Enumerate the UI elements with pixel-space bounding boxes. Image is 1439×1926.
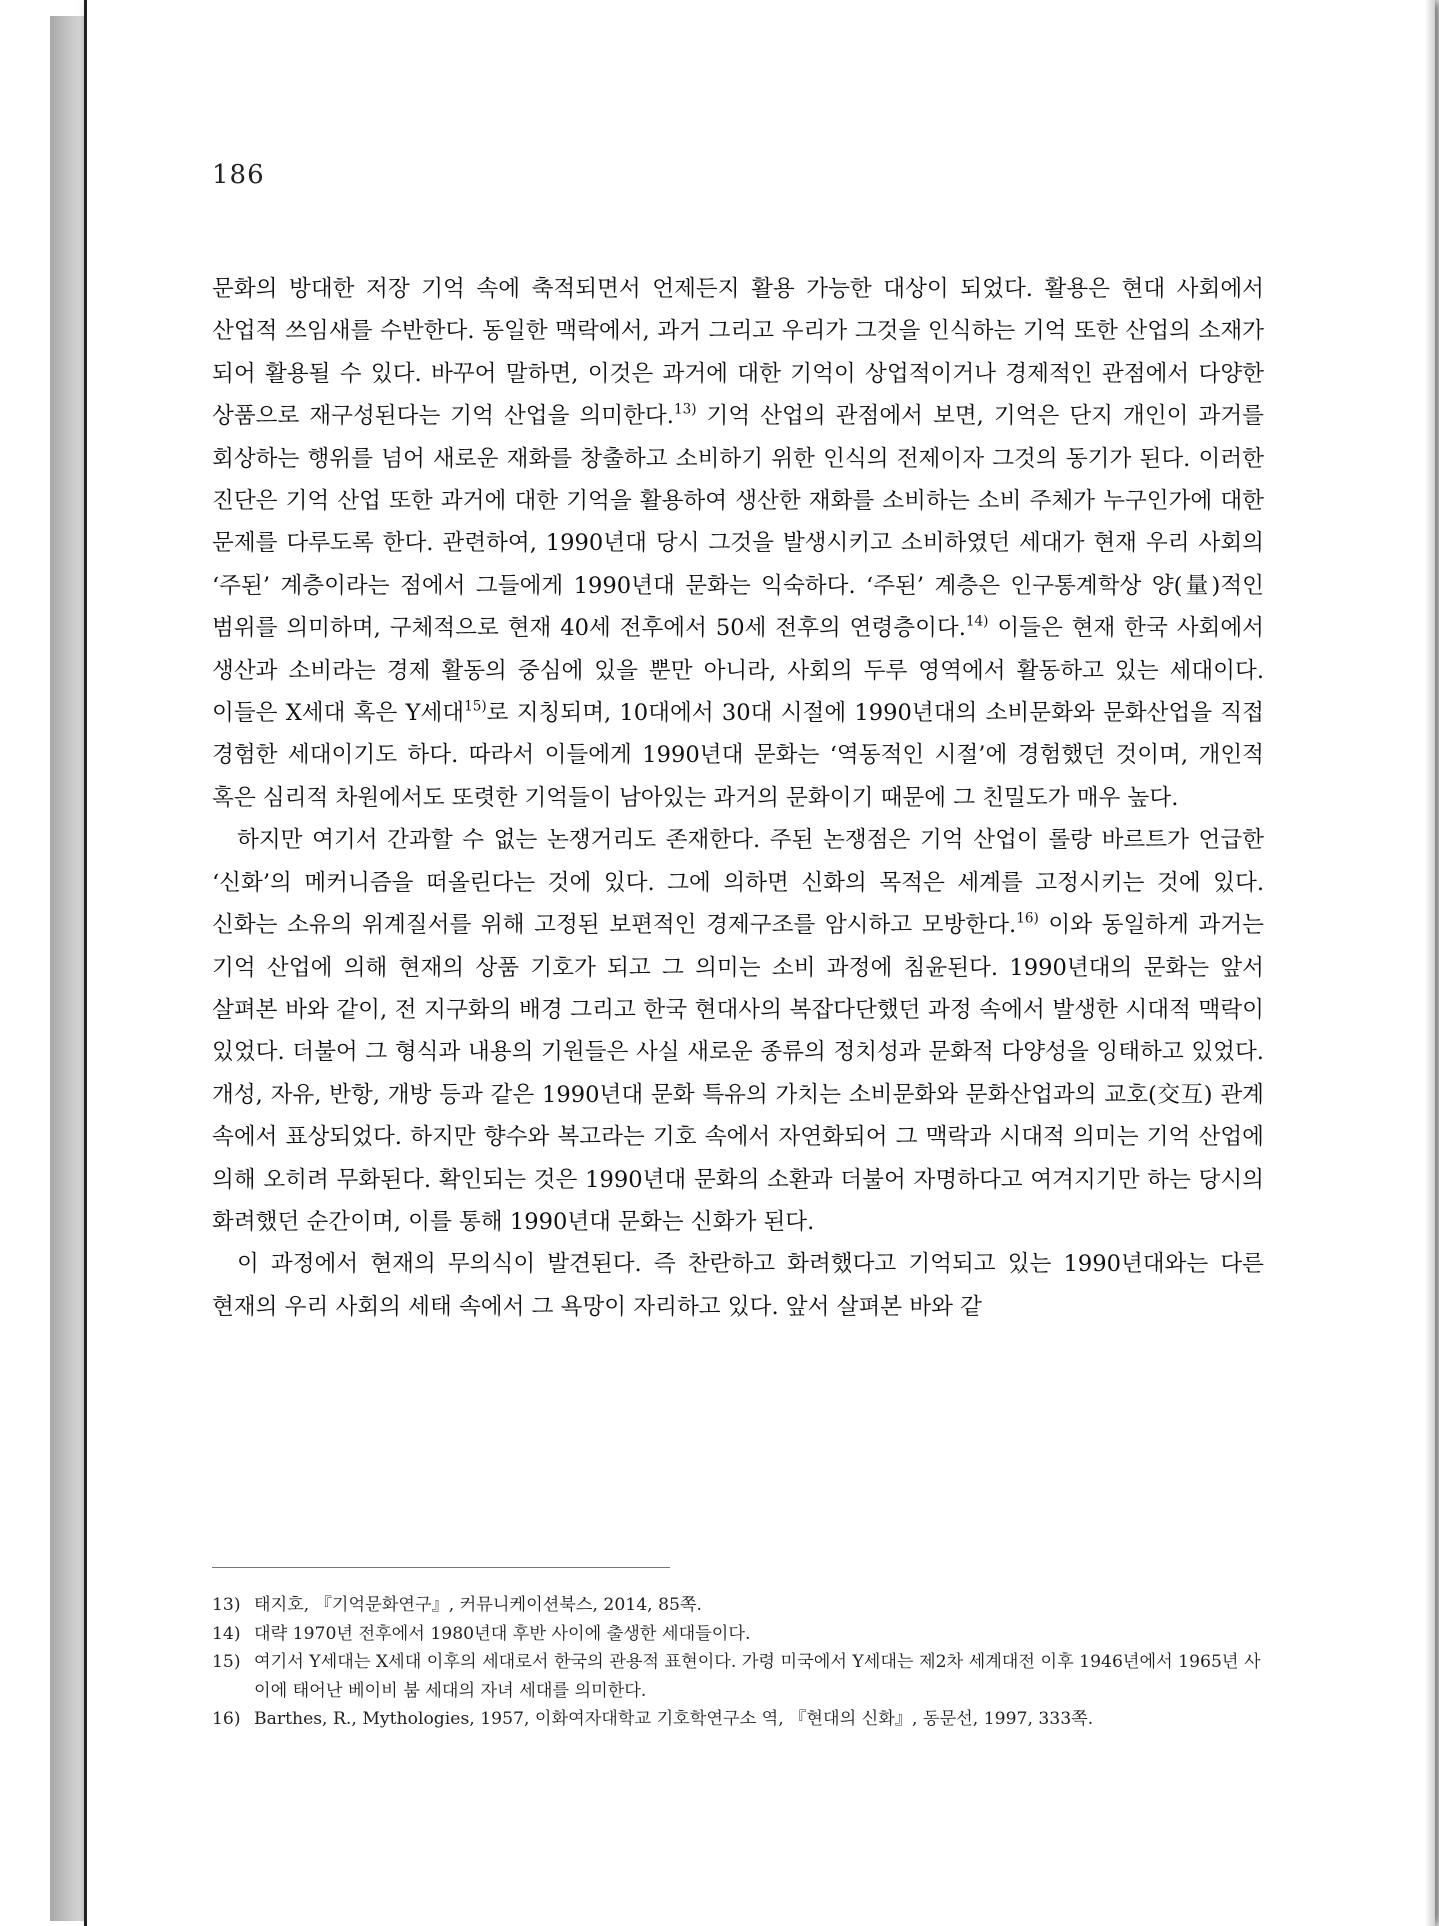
paragraph-3 (212, 1243, 1264, 1328)
footnote-number: 13) (212, 1595, 241, 1615)
footnote-16 (212, 1705, 1264, 1734)
footnote-ref-14: 14) (965, 613, 989, 630)
footnote-text: 여기서 Y세대는 X세대 이후의 세대로서 한국의 관용적 표현이다. 가령 미국에서 Y세대는 제2차 세계대전 이후 1946년에서 1965년 사이에 태어난 베이비 붐 세대의 자녀 세대를 의미한다. (254, 1652, 1261, 1701)
footnote-divider (212, 1567, 670, 1568)
footnote-text: 태지호, 『기억문화연구』, 커뮤니케이션북스, 2014, 85쪽. (254, 1595, 703, 1615)
footnote-number: 14) (212, 1623, 241, 1644)
footnote-ref-16: 16) (1016, 910, 1039, 927)
footnote-13 (212, 1591, 1264, 1620)
footnote-ref-13: 13) (673, 401, 697, 418)
paragraph-text: 이 과정에서 현재의 무의식이 발견된다. 즉 찬란하고 화려했다고 기억되고 있는 1990년대와는 다른 현재의 우리 사회의 세태 속에서 그 욕망이 자리하고 있다. 앞서 살펴본 바와 같 (212, 1251, 1264, 1320)
footnote-text: Barthes, R., Mythologies, 1957, 이화여자대학교 기호학연구소 역, 『현대의 신화』, 동문선, 1997, 333쪽. (254, 1709, 1094, 1729)
paragraph-text: 이들은 현재 한국 사회에서 생산과 소비라는 경제 활동의 중심에 있을 뿐만 아니라, 사회의 두루 영역에서 활동하고 있는 세대이다. 이들은 X세대 혹은 Y세대 (212, 615, 1265, 727)
paragraph-text: 하지만 여기서 간과할 수 없는 논쟁거리도 존재한다. 주된 논쟁점은 기억 산업이 롤랑 바르트가 언급한 ‘신화’의 메커니즘을 떠올린다는 것에 있다. 그에 의하면 신화의 목적은 세계를 고정시키는 것에 있다. 신화는 소유의 위계질서를 위해 고정된 보편적인 경제구조를 암시하고 모방한다. (212, 827, 1264, 939)
paragraph-text: 로 지칭되며, 10대에서 30대 시절에 1990년대의 소비문화와 문화산업을 직접 경험한 세대이기도 하다. 따라서 이들에게 1990년대 문화는 ‘역동적인 시절’에 경험했던 것이며, 개인적 혹은 심리적 차원에서도 또렷한 기억들이 남아있는 과거의 문화이기 때문에 그 친밀도가 매우 높다. (212, 700, 1264, 811)
page-number: 186 (212, 160, 265, 190)
footnote-15 (212, 1648, 1264, 1705)
footnote-14 (212, 1620, 1264, 1649)
body-text (212, 268, 1264, 1328)
footnote-text: 대략 1970년 전후에서 1980년대 후반 사이에 출생한 세대들이다. (254, 1623, 751, 1644)
paragraph-text: 문화의 방대한 저장 기억 속에 축적되면서 언제든지 활용 가능한 대상이 되었다. 활용은 현대 사회에서 산업적 쓰임새를 수반한다. 동일한 맥락에서, 과거 그리고 우리가 그것을 인식하는 기억 또한 산업의 소재가 되어 활용될 수 있다. 바꾸어 말하면, 이것은 과거에 대한 기억이 상업적이거나 경제적인 관점에서 다양한 상품으로 재구성된다는 기억 산업을 의미한다. (212, 276, 1264, 430)
paragraph-1 (212, 268, 1264, 819)
footnote-number: 15) (212, 1652, 241, 1672)
paragraph-text: 이와 동일하게 과거는 기억 산업에 의해 현재의 상품 기호가 되고 그 의미는 소비 과정에 침윤된다. 1990년대의 문화는 앞서 살펴본 바와 같이, 전 지구화의 배경 그리고 한국 현대사의 복잡다단했던 과정 속에서 발생한 시대적 맥락이 있었다. 더불어 그 형식과 내용의 기원들은 사실 새로운 종류의 정치성과 문화적 다양성을 잉태하고 있었다. 개성, 자유, 반항, 개방 등과 같은 1990년대 문화 특유의 가치는 소비문화와 문화산업과의 교호(交互) 관계 속에서 표상되었다. 하지만 향수와 복고라는 기호 속에서 자연화되어 그 맥락과 시대적 의미는 기억 산업에 의해 오히려 무화된다. 확인되는 것은 1990년대 문화의 소환과 더불어 자명하다고 여겨지기만 하는 당시의 화려했던 순간이며, 이를 통해 1990년대 문화는 신화가 된다. (212, 912, 1264, 1235)
page-fold-shadow (1425, 0, 1435, 1926)
footnotes (212, 1591, 1264, 1734)
paragraph-2 (212, 819, 1264, 1243)
footnote-number: 16) (212, 1709, 241, 1729)
footnote-ref-15: 15) (464, 698, 487, 715)
paragraph-text: 기억 산업의 관점에서 보면, 기억은 단지 개인이 과거를 회상하는 행위를 넘어 새로운 재화를 창출하고 소비하기 위한 인식의 전제이자 그것의 동기가 된다. 이러한 진단은 기억 산업 또한 과거에 대한 기억을 활용하여 생산한 재화를 소비하는 소비 주체가 누구인가에 대한 문제를 다루도록 한다. 관련하여, 1990년대 당시 그것을 발생시키고 소비하였던 세대가 현재 우리 사회의 ‘주된’ 계층이라는 점에서 그들에게 1990년대 문화는 익숙하다. ‘주된’ 계층은 인구통계학상 양(量)적인 범위를 의미하며, 구체적으로 현재 40세 전후에서 50세 전후의 연령층이다. (212, 403, 1264, 642)
